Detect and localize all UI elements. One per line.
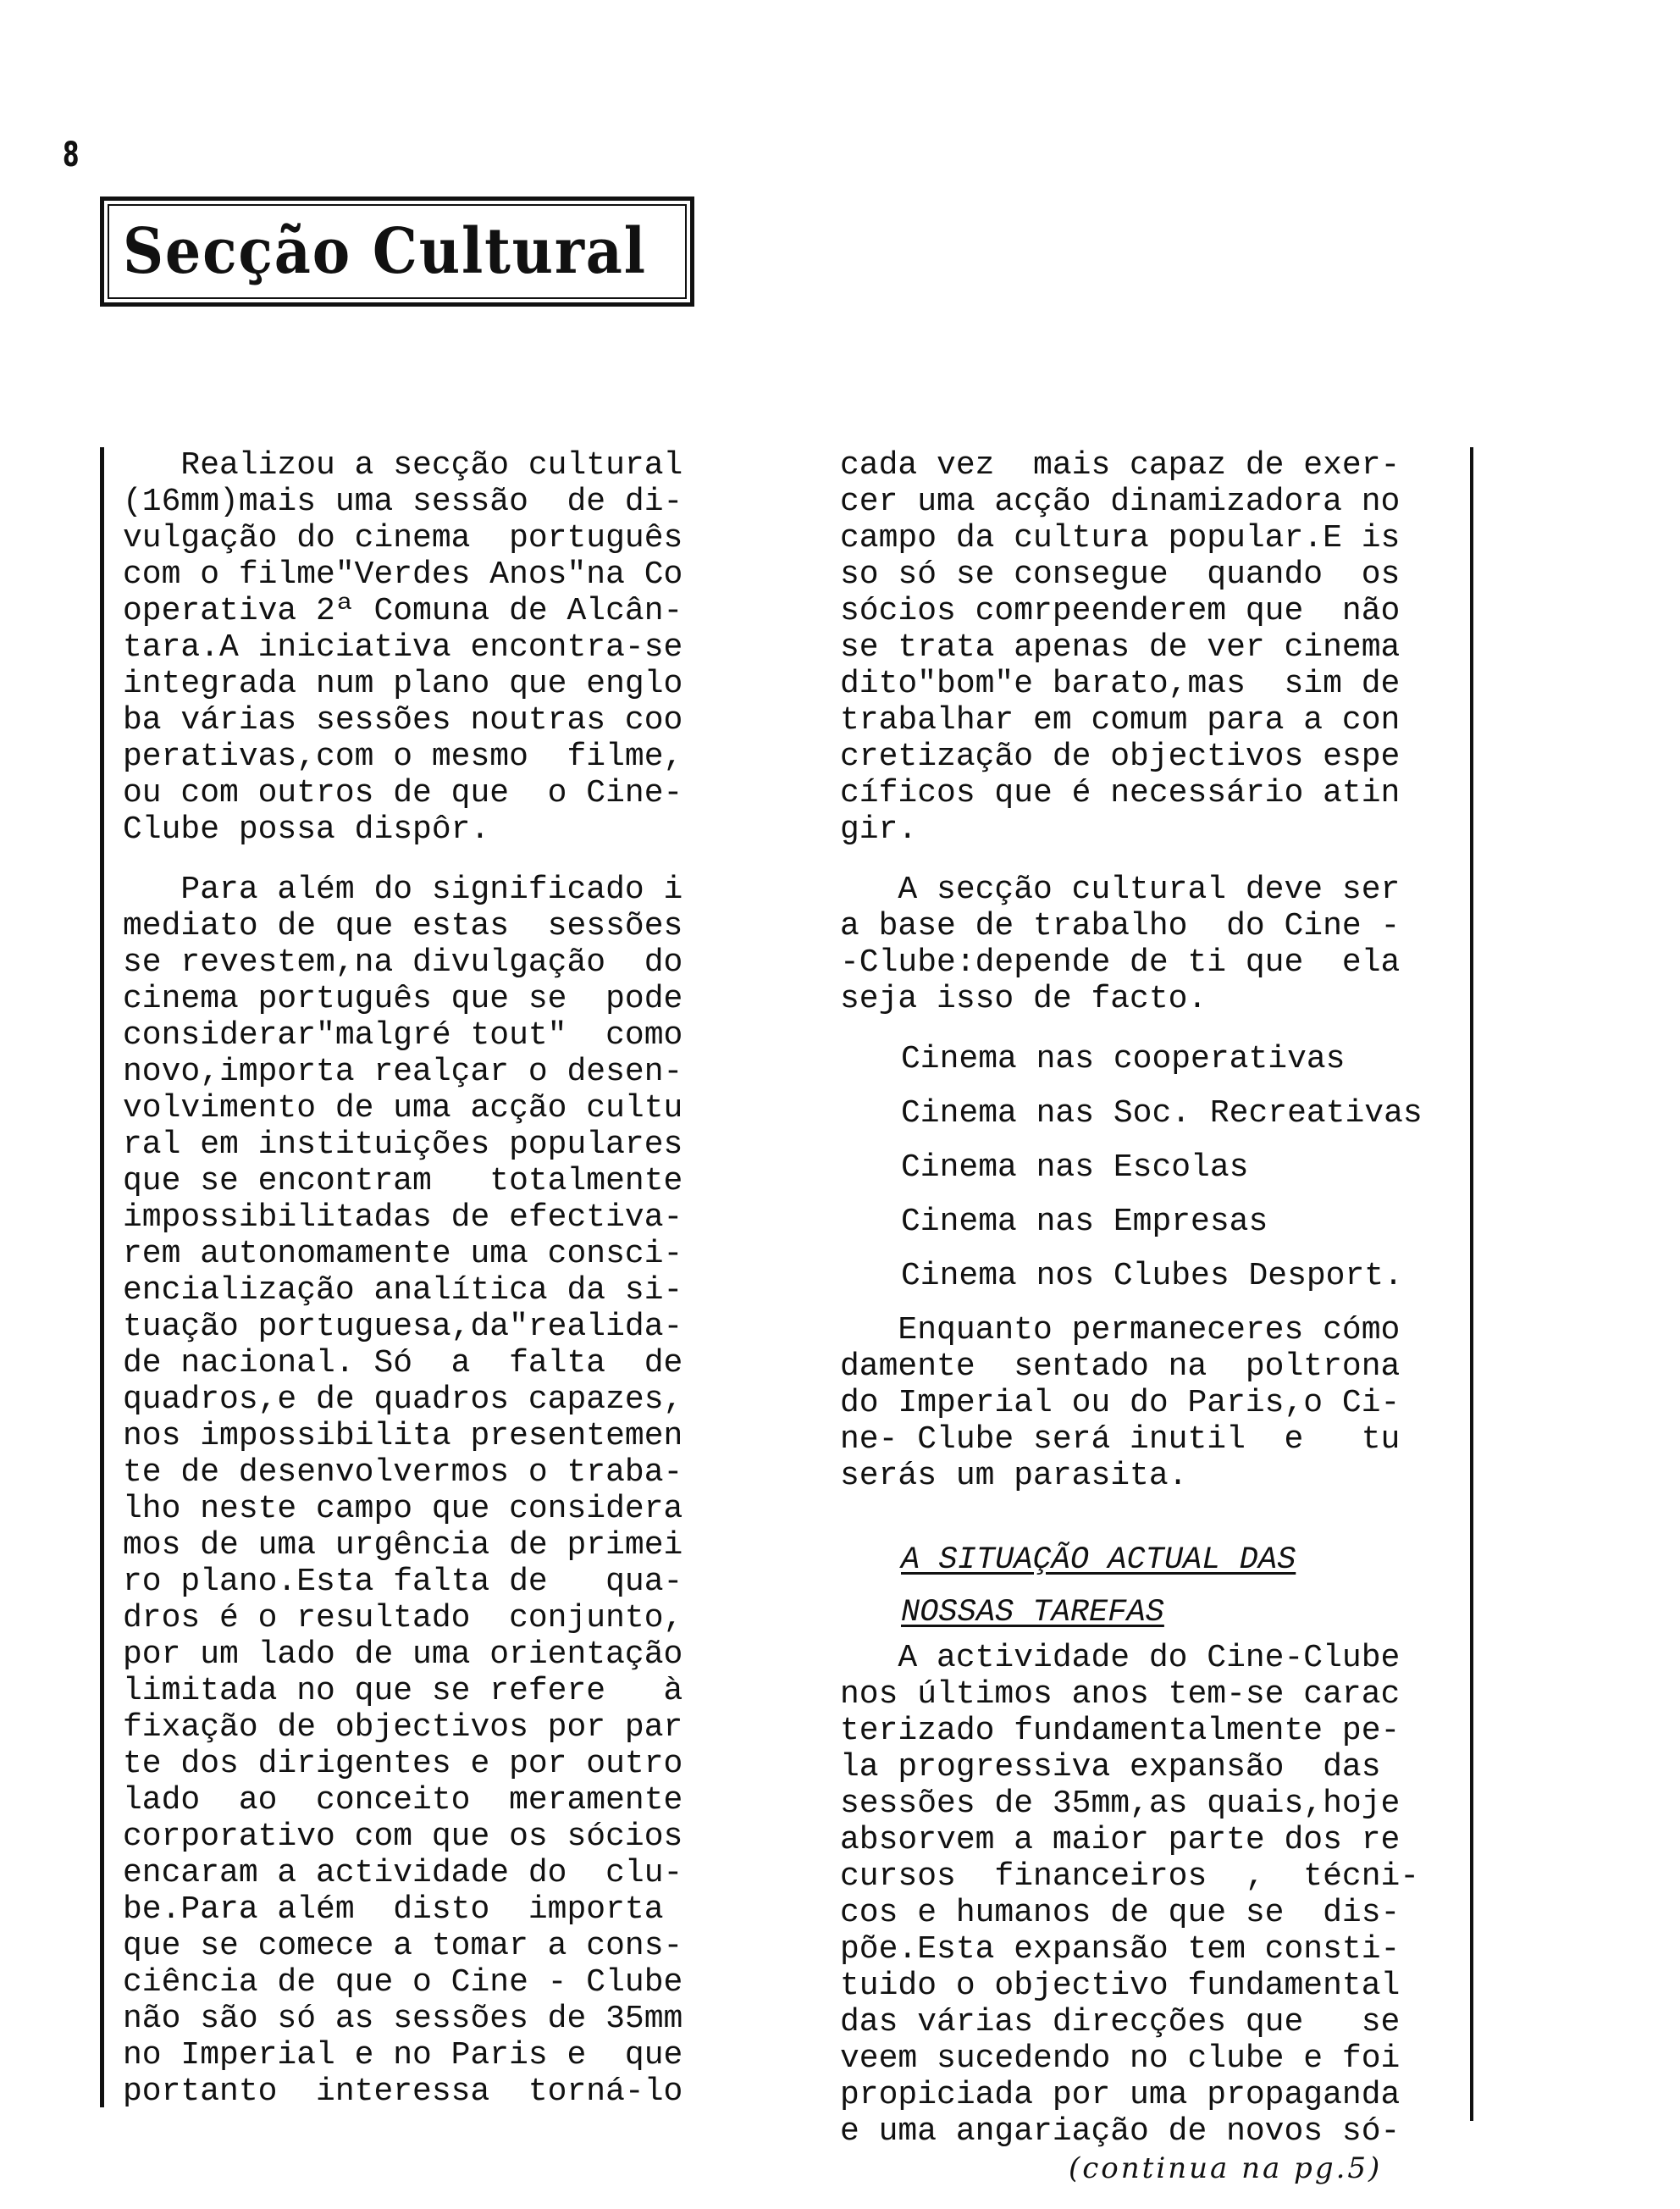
left-paragraph-2 bbox=[123, 872, 748, 2110]
text-line: não são só as sessões de 35mm bbox=[123, 2001, 683, 2037]
text-line: do Imperial ou do Paris,o Ci- bbox=[840, 1385, 1401, 1421]
list-item: Cinema nas Soc. Recreativas bbox=[901, 1095, 1423, 1132]
text-line: propiciada por uma propaganda bbox=[840, 2077, 1401, 2113]
text-line: campo da cultura popular.E is bbox=[840, 520, 1401, 556]
text-line: absorvem a maior parte dos re bbox=[840, 1822, 1401, 1858]
text-line: no Imperial e no Paris e que bbox=[123, 2037, 683, 2073]
text-line: nos impossibilita presentemen bbox=[123, 1418, 683, 1454]
section-heading: NOSSAS TAREFAS bbox=[901, 1595, 1164, 1630]
text-line: encialização analítica da si- bbox=[123, 1272, 683, 1309]
text-line: volvimento de uma acção cultu bbox=[123, 1090, 683, 1127]
text-line: cíficos que é necessário atin bbox=[840, 775, 1401, 811]
text-line: limitada no que se refere à bbox=[123, 1673, 683, 1709]
text-line: Para além do significado i bbox=[123, 872, 683, 908]
text-line: considerar"malgré tout" como bbox=[123, 1017, 683, 1054]
text-line: trabalhar em comum para a con bbox=[840, 702, 1401, 739]
text-line: te de desenvolvermos o traba- bbox=[123, 1454, 683, 1491]
text-line: com o filme"Verdes Anos"na Co bbox=[123, 556, 683, 593]
text-line: la progressiva expansão das bbox=[840, 1749, 1381, 1785]
text-line: Realizou a secção cultural bbox=[123, 447, 683, 484]
closing-paragraph bbox=[840, 1312, 1470, 1494]
text-line: te dos dirigentes e por outro bbox=[123, 1746, 683, 1782]
text-line: ciência de que o Cine - Clube bbox=[123, 1964, 683, 2001]
list-item: Cinema nas cooperativas bbox=[901, 1041, 1346, 1077]
text-line: A actividade do Cine-Clube bbox=[840, 1640, 1401, 1676]
text-line: ou com outros de que o Cine- bbox=[123, 775, 683, 811]
text-line: operativa 2ª Comuna de Alcân- bbox=[123, 593, 683, 629]
text-line: perativas,com o mesmo filme, bbox=[123, 739, 683, 775]
text-line: be.Para além disto importa bbox=[123, 1891, 664, 1928]
text-line: A secção cultural deve ser bbox=[840, 872, 1401, 908]
text-line: tuação portuguesa,da"realida- bbox=[123, 1309, 683, 1345]
text-line: põe.Esta expansão tem consti- bbox=[840, 1931, 1401, 1968]
text-line: que se comece a tomar a cons- bbox=[123, 1928, 683, 1964]
text-line: quadros,e de quadros capazes, bbox=[123, 1381, 683, 1418]
text-line: Clube possa dispôr. bbox=[123, 811, 490, 848]
text-line: impossibilitadas de efectiva- bbox=[123, 1199, 683, 1236]
section-title-box bbox=[100, 197, 694, 307]
text-line: fixação de objectivos por par bbox=[123, 1709, 683, 1746]
text-line: das várias direcções que se bbox=[840, 2004, 1401, 2040]
text-line: seja isso de facto. bbox=[840, 981, 1208, 1017]
text-line: mediato de que estas sessões bbox=[123, 908, 683, 944]
text-line: lho neste campo que considera bbox=[123, 1491, 683, 1527]
left-column bbox=[100, 447, 748, 2110]
section-heading: A SITUAÇÃO ACTUAL DAS bbox=[901, 1542, 1296, 1578]
text-line: ba várias sessões noutras coo bbox=[123, 702, 683, 739]
text-line: dros é o resultado conjunto, bbox=[123, 1600, 683, 1636]
section-heading-block bbox=[840, 1535, 1470, 1640]
page-number: 8 bbox=[63, 136, 80, 174]
text-line: vulgação do cinema português bbox=[123, 520, 683, 556]
text-line: gir. bbox=[840, 811, 918, 848]
text-line: dito"bom"e barato,mas sim de bbox=[840, 666, 1401, 702]
continue-note: (continua na pg.5) bbox=[1069, 2151, 1383, 2185]
text-line: nos últimos anos tem-se carac bbox=[840, 1676, 1401, 1713]
text-line: sessões de 35mm,as quais,hoje bbox=[840, 1785, 1401, 1822]
text-line: portanto interessa torná-lo bbox=[123, 2073, 683, 2110]
text-line: encaram a actividade do clu- bbox=[123, 1855, 683, 1891]
text-line: a base de trabalho do Cine - bbox=[840, 908, 1401, 944]
cinema-list bbox=[840, 1041, 1470, 1295]
text-line: ne- Clube será inutil e tu bbox=[840, 1421, 1401, 1458]
text-line: cretização de objectivos espe bbox=[840, 739, 1401, 775]
text-line: se trata apenas de ver cinema bbox=[840, 629, 1401, 666]
text-line: de nacional. Só a falta de bbox=[123, 1345, 683, 1381]
right-paragraph-1 bbox=[840, 447, 1470, 848]
text-line: cursos financeiros , técni- bbox=[840, 1858, 1420, 1895]
text-line: e uma angariação de novos só- bbox=[840, 2113, 1401, 2150]
text-line: novo,importa realçar o desen- bbox=[123, 1054, 683, 1090]
text-line: cinema português que se pode bbox=[123, 981, 683, 1017]
right-paragraph-2 bbox=[840, 872, 1470, 1017]
text-line: rem autonomamente uma consci- bbox=[123, 1236, 683, 1272]
text-line: serás um parasita. bbox=[840, 1458, 1188, 1494]
text-line: lado ao conceito meramente bbox=[123, 1782, 683, 1819]
left-paragraph-1 bbox=[123, 447, 748, 848]
list-item: Cinema nas Escolas bbox=[901, 1149, 1249, 1186]
text-line: por um lado de uma orientação bbox=[123, 1636, 683, 1673]
text-line: ral em instituições populares bbox=[123, 1127, 683, 1163]
right-column bbox=[840, 447, 1473, 2150]
text-line: cada vez mais capaz de exer- bbox=[840, 447, 1401, 484]
text-line: terizado fundamentalmente pe- bbox=[840, 1713, 1401, 1749]
text-line: cer uma acção dinamizadora no bbox=[840, 484, 1401, 520]
section-paragraph bbox=[840, 1640, 1470, 2150]
section-title: Secção Cultural bbox=[123, 215, 647, 288]
text-line: ro plano.Esta falta de qua- bbox=[123, 1564, 683, 1600]
text-line: mos de uma urgência de primei bbox=[123, 1527, 683, 1564]
text-line: que se encontram totalmente bbox=[123, 1163, 683, 1199]
text-line: so só se consegue quando os bbox=[840, 556, 1401, 593]
text-line: veem sucedendo no clube e foi bbox=[840, 2040, 1401, 2077]
text-line: sócios comrpeenderem que não bbox=[840, 593, 1401, 629]
text-line: Enquanto permaneceres cómo bbox=[840, 1312, 1401, 1348]
text-line: tuido o objectivo fundamental bbox=[840, 1968, 1401, 2004]
text-line: tara.A iniciativa encontra-se bbox=[123, 629, 683, 666]
text-line: integrada num plano que englo bbox=[123, 666, 683, 702]
text-line: damente sentado na poltrona bbox=[840, 1348, 1401, 1385]
list-item: Cinema nas Empresas bbox=[901, 1204, 1268, 1240]
list-item: Cinema nos Clubes Desport. bbox=[901, 1258, 1403, 1294]
text-line: (16mm)mais uma sessão de di- bbox=[123, 484, 683, 520]
text-line: corporativo com que os sócios bbox=[123, 1819, 683, 1855]
text-line: cos e humanos de que se dis- bbox=[840, 1895, 1401, 1931]
text-line: se revestem,na divulgação do bbox=[123, 944, 683, 981]
text-line: -Clube:depende de ti que ela bbox=[840, 944, 1401, 981]
